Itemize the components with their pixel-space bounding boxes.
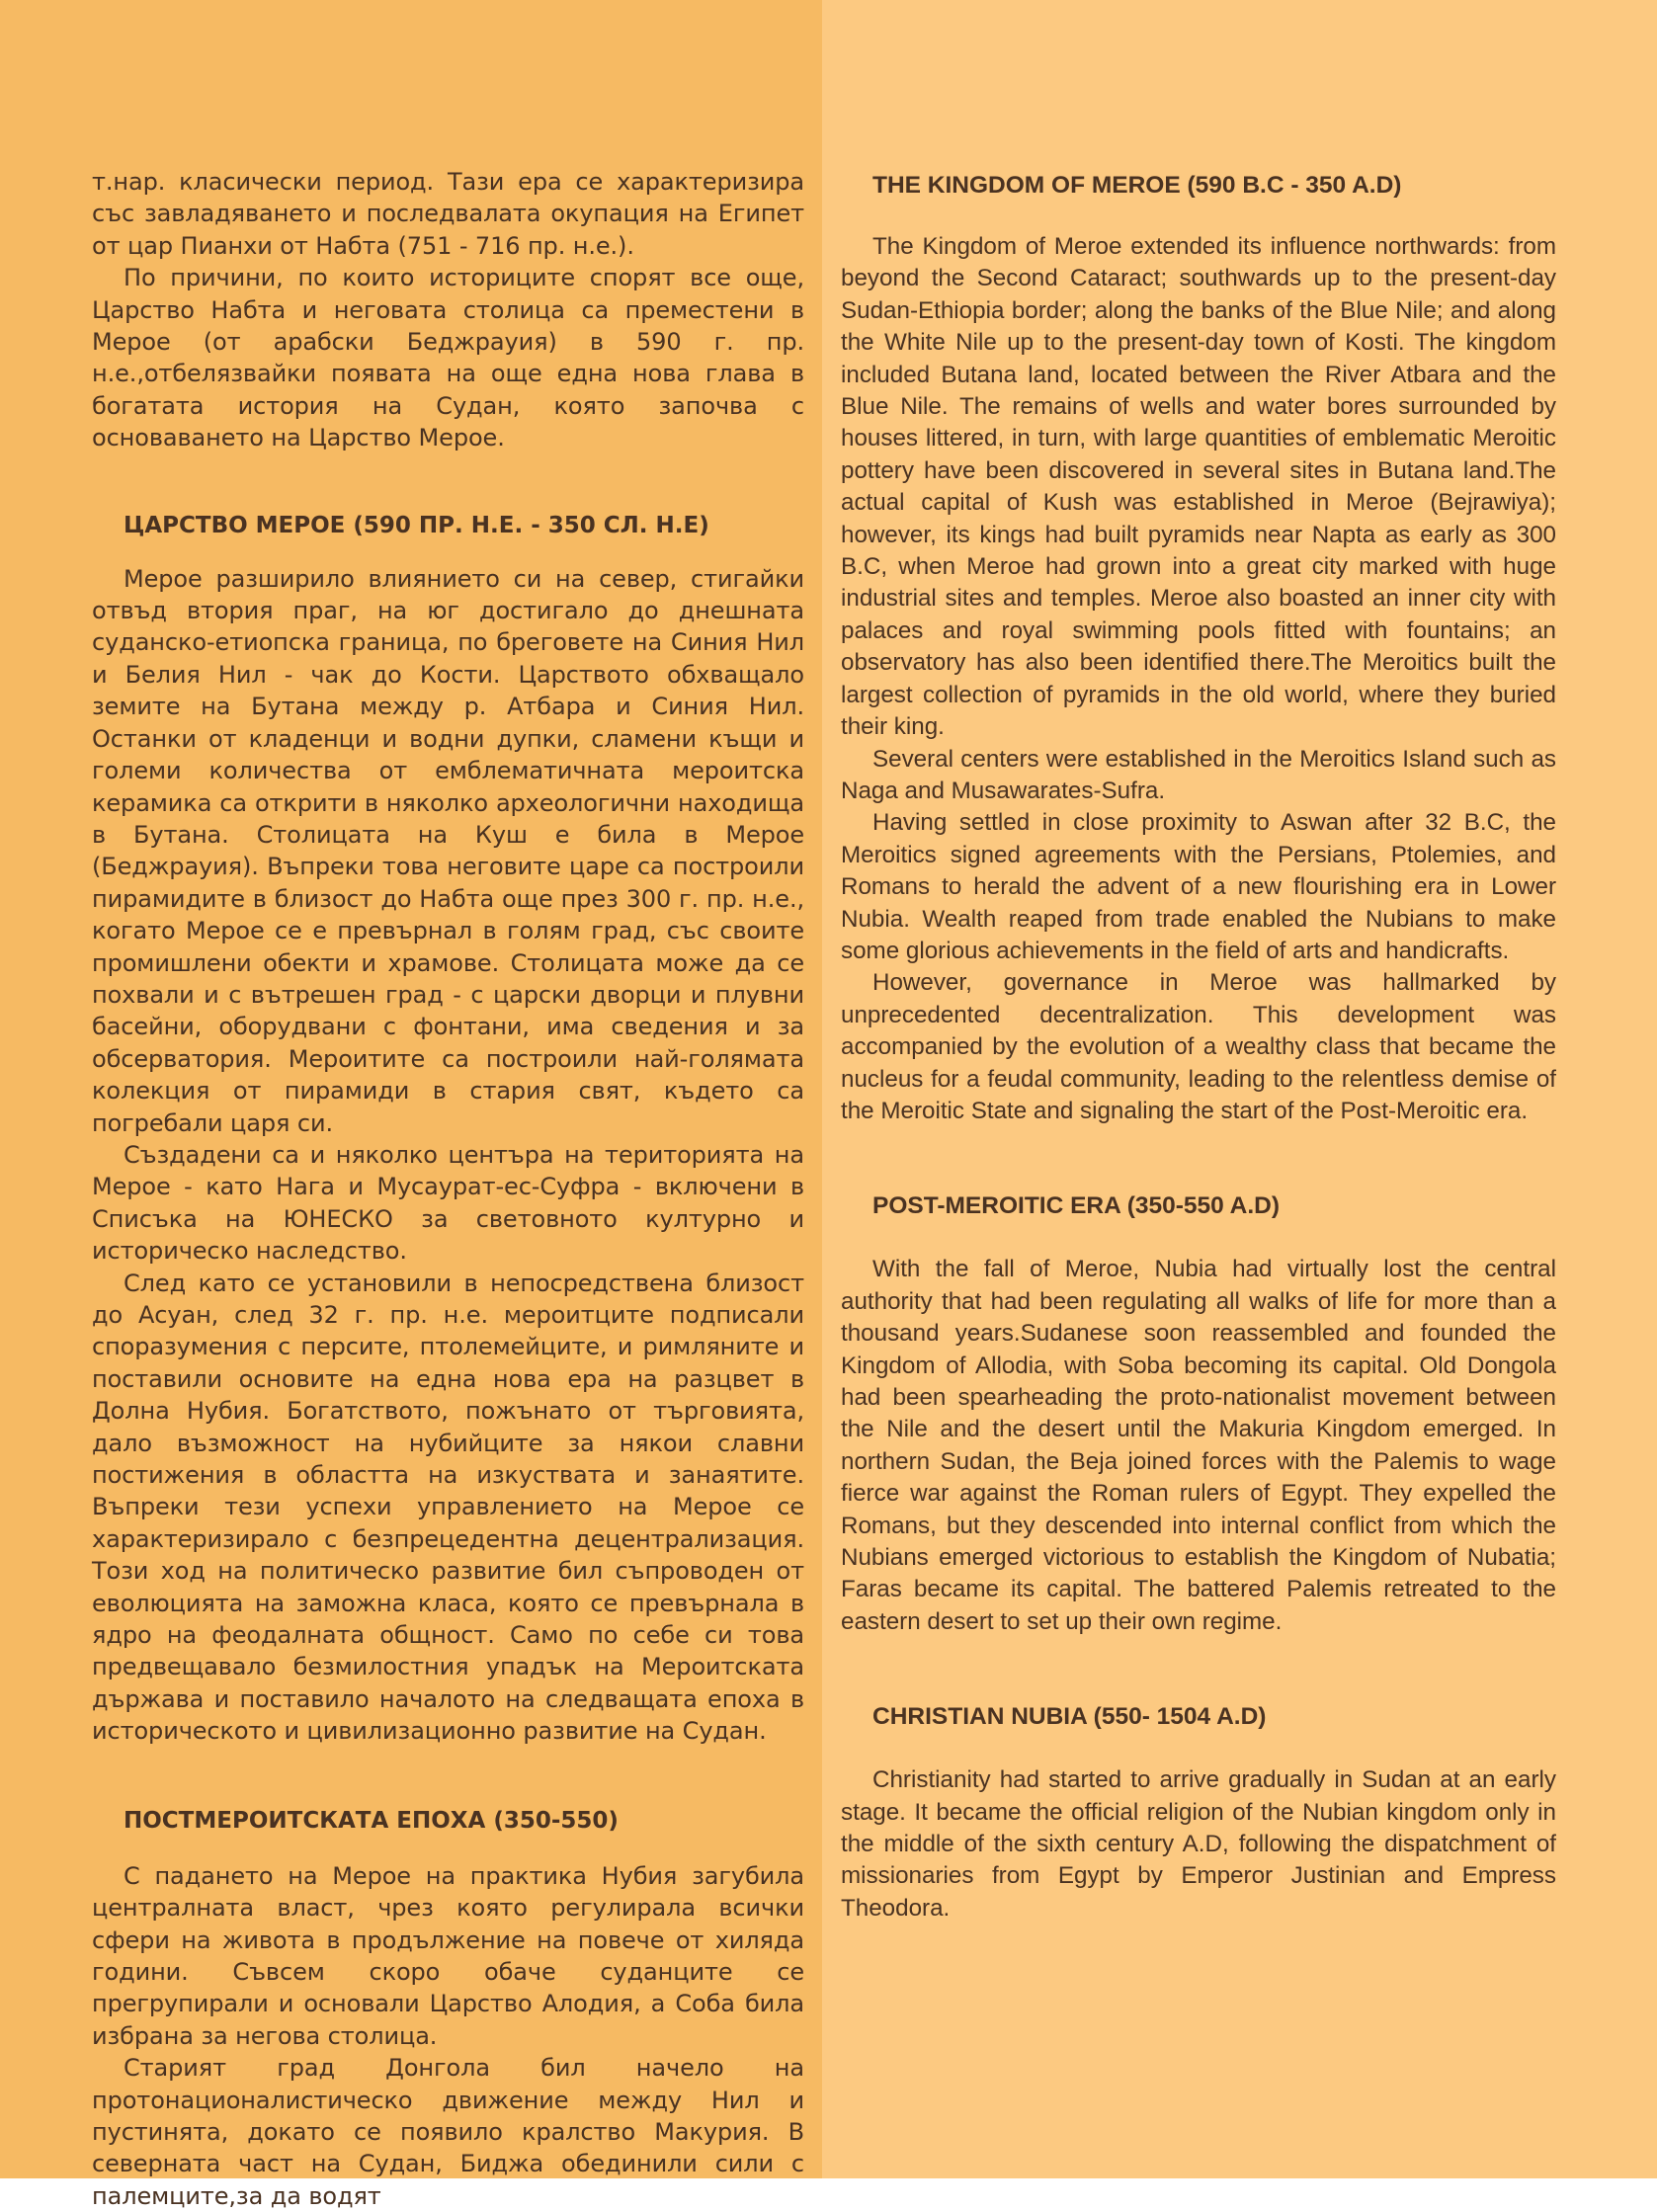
intro-paragraph: т.нар. класически период. Тази ера се характеризира със завладяването и последвалата окупация на Египет от цар Пианхи от Набта (751 - 716 пр. н.е.). [92, 168, 804, 260]
body-paragraph: След като се установили в непосредствена близост до Асуан, след 32 г. пр. н.е. мероитците подписали споразумения с персите, птолемейците, и римляните и поставили основите на една нова ера на разцвет в Долна Нубия. Богатството, пожънато от търговията, дало възможност на нубийците за някои славни постижения в областта на изкуствата и занаятите. Въпреки тези успехи управлението на Мерое се характеризирало с безпрецедентна децентрализация. Този ход на политическо развитие бил съпроводен от еволюцията на заможна класа, която се превърнала в ядро на феодалната общност. Само по себе си това предвещавало безмилостния упадък на Мероитската държава и поставило началото на следващата епоха в историческото и цивилизационно развитие на Судан. [92, 1269, 804, 1746]
body-paragraph: Having settled in close proximity to Aswan after 32 B.C, the Meroitics signed agreements with the Persians, Ptolemies, and Romans to herald the advent of a new flourishing era in Lower Nubia. Wealth reaped from trade enabled the Nubians to make some glorious achievements in the field of arts and handicrafts. [841, 809, 1556, 964]
section-heading: POST-MEROITIC ERA (350-550 A.D) [872, 1192, 1281, 1220]
body-paragraph: Several centers were established in the Meroitics Island such as Naga and Musawarates-Sufra. [841, 745, 1556, 804]
body-paragraph: Мерое разширило влиянието си на север, стигайки отвъд втория праг, на юг достигало до днешната суданско-етиопска граница, по бреговете на Синия Нил и Белия Нил - чак до Кости. Царството обхващало земите на Бутана между р. Атбара и Синия Нил. Останки от кладенци и водни дупки, сламени къщи и големи количества от емблематичната мероитска керамика са открити в няколко археологични находища в Бутана. Столицата на Куш е била в Мерое (Беджрауия). Въпреки това неговите царе са построили пирамидите в близост до Набта още през 300 г. пр. н.е., когато Мерое се е превърнал в голям град, със своите промишлени обекти и храмове. Столицата може да се похвали и с вътрешен град - с царски дворци и плувни басейни, оборудвани с фонтани, има сведения и за обсерватория. Мероитите са построили най-голямата колекция от пирамиди в стария свят, където са погребали царя си. [92, 564, 804, 1137]
body-paragraph: Старият град Донгола бил начело на протонационалистическо движение между Нил и пустинята, докато се появило кралство Макурия. В северната част на Судан, Биджа обединили сили с палемците,за да водят [92, 2054, 804, 2210]
section-heading: THE KINGDOM OF MEROE (590 B.C - 350 A.D) [872, 172, 1402, 199]
section-heading: ЦАРСТВО МЕРОЕ (590 ПР. Н.Е. - 350 СЛ. Н.Е) [124, 512, 709, 538]
bulgarian-text-column [92, 166, 804, 2212]
body-paragraph: However, governance in Meroe was hallmarked by unprecedented decentralization. This development was accompanied by the evolution of a wealthy class that became the nucleus for a feudal community, leading to the relentless demise of the Meroitic State and signaling the start of the Post-Meroitic era. [841, 969, 1556, 1124]
intro-paragraph: По причини, по които историците спорят все още, Царство Набта и неговата столица са преместени в Мерое (от арабски Беджрауия) в 590 г. пр. н.е.,отбелязвайки появата на още една нова глава в богатата история на Судан, която започва с основаването на Царство Мерое. [92, 264, 804, 452]
body-paragraph: With the fall of Meroe, Nubia had virtually lost the central authority that had been regulating all walks of life for more than a thousand years.Sudanese soon reassembled and founded the Kingdom of Allodia, with Soba becoming its capital. Old Dongola had been spearheading the proto-nationalist movement between the Nile and the desert until the Makuria Kingdom emerged. In northern Sudan, the Beja joined forces with the Palemis to wage fierce war against the Roman rulers of Egypt. They expelled the Romans, but they descended into internal conflict from which the Nubians emerged victorious to establish the Kingdom of Nubatia; Faras became its capital. The battered Palemis retreated to the eastern desert to set up their own regime. [841, 1256, 1556, 1635]
body-paragraph: С падането на Мерое на практика Нубия загубила централната власт, чрез която регулирала всички сфери на живота в продължение на повече от хиляда години. Съвсем скоро обаче суданците се прегрупирали и основали Царство Алодия, а Соба била избрана за негова столица. [92, 1861, 804, 2050]
section-heading: ПОСТМЕРОИТСКАТА ЕПОХА (350-550) [124, 1807, 619, 1834]
section-heading: CHRISTIAN NUBIA (550- 1504 A.D) [872, 1703, 1267, 1731]
body-paragraph: The Kingdom of Meroe extended its influence northwards: from beyond the Second Cataract; southwards up to the present-day Sudan-Ethiopia border; along the banks of the Blue Nile; and along the White Nile up to the present-day town of Kosti. The kingdom included Butana land, located between the River Atbara and the Blue Nile. The remains of wells and water bores surrounded by houses littered, in turn, with large quantities of emblematic Meroitic pottery have been discovered in several sites in Butana land.The actual capital of Kush was established in Meroe (Bejrawiya); however, its kings had built pyramids near Napta as early as 300 B.C, when Meroe had grown into a great city marked with huge industrial sites and temples. Meroe also boasted an inner city with palaces and royal swimming pools fitted with fountains; an observatory has also been identified there.The Meroitics built the largest collection of pyramids in the old world, where they buried their king. [841, 233, 1556, 741]
body-paragraph: Създадени са и няколко центъра на територията на Мерое - като Нага и Мусаурат-ес-Суфра - включени в Списъка на ЮНЕСКО за световното културно и историческо наследство. [92, 1140, 804, 1266]
english-text-column [841, 170, 1556, 1925]
body-paragraph: Christianity had started to arrive gradually in Sudan at an early stage. It became the official religion of the Nubian kingdom only in the middle of the sixth century A.D, following the dispatchment of missionaries from Egypt by Emperor Justinian and Empress Theodora. [841, 1766, 1556, 1922]
